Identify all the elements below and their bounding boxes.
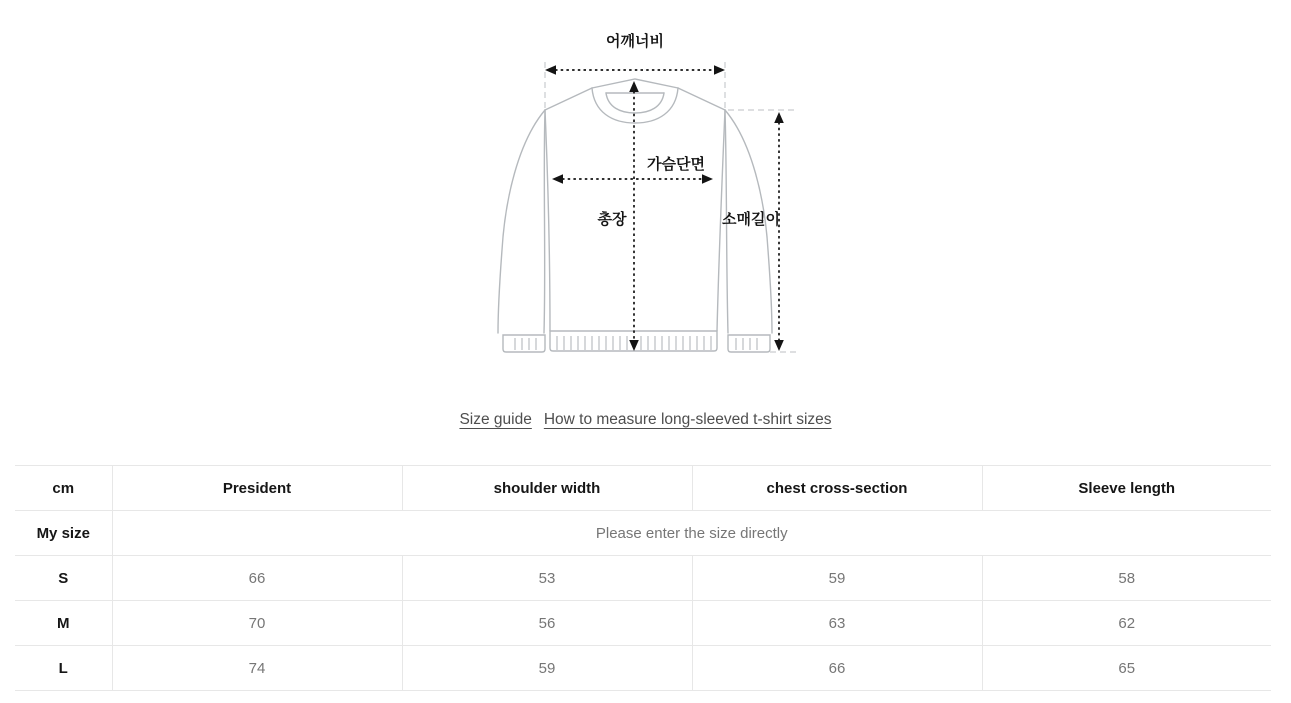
value-cell: 74 — [112, 646, 402, 691]
value-cell: 53 — [402, 556, 692, 601]
chest-cross-section-label: 가슴단면 — [647, 156, 705, 173]
left-cuff-ribbing — [515, 338, 536, 350]
size-table-wrap — [15, 465, 1271, 691]
value-cell: 66 — [112, 556, 402, 601]
arrowhead-down-icon — [629, 340, 639, 351]
value-cell: 59 — [692, 556, 982, 601]
left-sleeve-inner — [544, 110, 545, 333]
size-label: L — [15, 646, 112, 691]
value-cell: 65 — [982, 646, 1271, 691]
arrowhead-up-icon — [774, 112, 784, 123]
my-size-label: My size — [15, 511, 112, 556]
value-cell: 63 — [692, 601, 982, 646]
right-shoulder — [678, 88, 725, 110]
size-label: M — [15, 601, 112, 646]
how-to-measure-link[interactable]: How to measure long-sleeved t-shirt sizes — [543, 411, 832, 428]
arrowhead-up-icon — [629, 81, 639, 92]
collar-inner — [606, 93, 664, 113]
value-cell: 62 — [982, 601, 1271, 646]
shoulder-width-label: 어깨너비 — [606, 33, 664, 50]
table-header-row — [15, 466, 1271, 511]
measure-guides — [545, 62, 796, 352]
value-cell: 66 — [692, 646, 982, 691]
table-row-s — [15, 556, 1271, 601]
measure-arrows — [545, 65, 784, 351]
arrowhead-down-icon — [774, 340, 784, 351]
diagram-labels — [597, 32, 780, 228]
table-row-m — [15, 601, 1271, 646]
value-cell: 56 — [402, 601, 692, 646]
value-cell: 59 — [402, 646, 692, 691]
arrowhead-right-icon — [702, 174, 713, 184]
left-shoulder — [545, 88, 592, 110]
col-header-chest: chest cross-section — [692, 466, 982, 511]
size-table — [15, 465, 1271, 691]
size-label: S — [15, 556, 112, 601]
my-size-input-cell[interactable]: Please enter the size directly — [112, 511, 1271, 556]
size-guide-link[interactable]: Size guide — [459, 411, 532, 428]
left-cuff — [503, 335, 545, 352]
right-cuff-ribbing — [736, 338, 757, 350]
left-sleeve-outer — [498, 110, 545, 333]
col-header-cm: cm — [15, 466, 112, 511]
table-row-l — [15, 646, 1271, 691]
body-left-edge — [545, 110, 550, 331]
col-header-shoulder: shoulder width — [402, 466, 692, 511]
sleeve-length-label: 소매길이 — [722, 211, 780, 228]
my-size-row — [15, 511, 1271, 556]
total-length-label: 총장 — [597, 211, 627, 228]
value-cell: 58 — [982, 556, 1271, 601]
right-cuff — [728, 335, 770, 352]
arrowhead-left-icon — [552, 174, 563, 184]
size-guide-links — [0, 411, 1291, 429]
arrowhead-left-icon — [545, 65, 556, 75]
col-header-sleeve: Sleeve length — [982, 466, 1271, 511]
col-header-length: President — [112, 466, 402, 511]
value-cell: 70 — [112, 601, 402, 646]
arrowhead-right-icon — [714, 65, 725, 75]
